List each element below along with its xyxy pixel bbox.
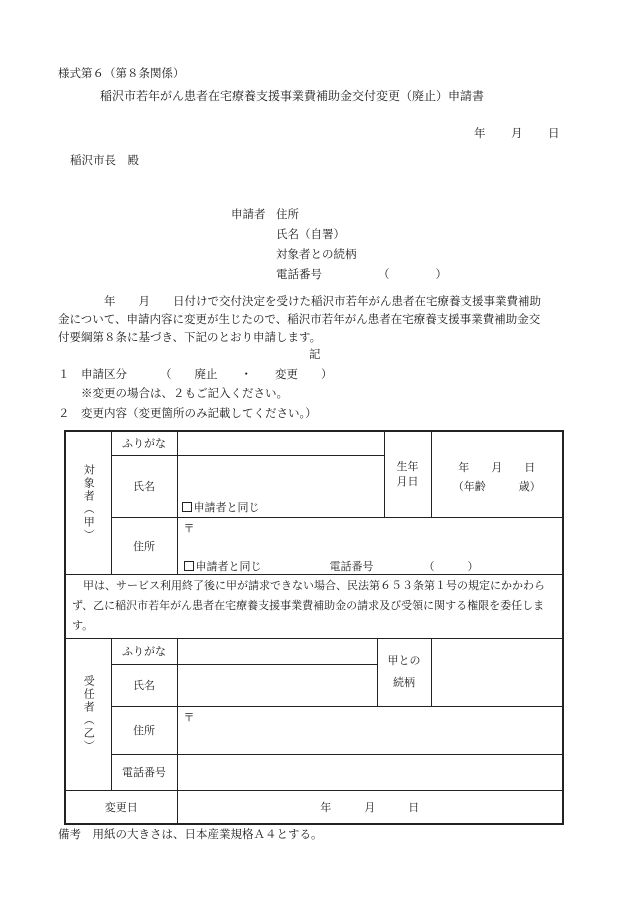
checkbox-icon[interactable] [184,561,194,571]
date-month: 月 [511,126,523,140]
relation-field[interactable] [431,638,563,706]
subject-phone-label: 電話番号 [329,559,374,573]
checkbox-icon[interactable] [182,502,192,512]
change-date-label: 変更日 [65,790,177,824]
change-content-table [64,430,564,825]
item2-number: ２ [58,406,70,420]
item1-label: 申請区分 [81,367,127,381]
applicant-address-label[interactable]: 住所 [276,207,299,221]
addressee: 稲沢市長 殿 [70,153,139,167]
delegate-header-cell [65,638,111,790]
change-date-value: 年 月 日 [320,800,420,814]
subject-address-label: 住所 [111,517,177,574]
applicant-phone-label[interactable]: 電話番号 [276,267,322,281]
applicant-label: 申請者 [231,207,266,221]
birth-label-cell [384,431,431,517]
relation-label-cell [377,638,431,706]
applicant-phone-paren: （ ） [378,267,447,281]
item1-number: １ [58,367,70,381]
subject-address-field[interactable] [177,517,563,574]
date-year: 年 [474,126,486,140]
delegate-name-label: 氏名 [111,664,177,706]
delegate-name-field[interactable] [177,664,377,706]
item2-label: 変更内容（変更箇所のみ記載してください。） [81,406,317,420]
subject-name-label: 氏名 [111,455,177,517]
same-as-applicant-label: 申請者と同じ [193,500,260,514]
ki-heading: 記 [309,347,321,361]
document-title: 稲沢市若年がん患者在宅療養支援事業費補助金交付変更（廃止）申請書 [100,89,485,103]
date-day: 日 [548,126,560,140]
delegate-address-field[interactable] [177,706,563,754]
delegate-furigana-field[interactable] [177,638,377,664]
subject-header-cell [65,431,111,574]
applicant-relation-label[interactable]: 対象者との続柄 [276,247,357,261]
subject-phone-paren: （ ） [423,559,479,573]
delegation-cell: 甲は、サービス利用終了後に甲が請求できない場合、民法第６５３条第１号の規定にかかわらず、乙に稲沢市若年がん患者在宅療養支援事業費補助金の請求及び受領に関する権限を委任します。 [65,574,563,638]
body-paragraph [58,292,590,346]
subject-furigana-field[interactable] [177,431,384,455]
delegate-phone-label: 電話番号 [111,754,177,790]
delegate-furigana-label: ふりがな [111,638,177,664]
delegate-phone-field[interactable] [177,754,563,790]
birth-field[interactable] [431,431,563,517]
subject-furigana-label: ふりがな [111,431,177,455]
postal-mark: 〒 [183,521,195,535]
form-id: 様式第６（第８条関係） [58,66,185,80]
birth-label: 生年月日 [396,460,419,489]
age-text: （年齢 歳） [452,480,541,493]
body-line: 金について、申請内容に変更が生じたので、稲沢市若年がん患者在宅療養支援事業費補助金交 [58,312,541,326]
postal-mark: 〒 [183,710,195,724]
relation-label: 甲との続柄 [387,654,421,689]
body-line: 付要綱第８条に基づき、下記のとおり申請します。 [58,330,322,344]
item1-note: ※変更の場合は、２もご記入ください。 [81,386,288,400]
subject-name-field[interactable] [177,455,384,517]
birth-date: 年 月 日 [458,461,536,474]
remark: 備考 用紙の大きさは、日本産業規格Ａ４とする。 [58,827,323,841]
item1-options[interactable]: （ 廃止 ・ 変更 ） [160,367,333,381]
delegate-header: 受任者（乙） [82,675,96,753]
delegate-address-label: 住所 [111,706,177,754]
body-line: 年 月 日付けで交付決定を受けた稲沢市若年がん患者在宅療養支援事業費補助 [58,294,541,308]
subject-header: 対象者（甲） [82,463,96,542]
applicant-name-label[interactable]: 氏名（自署） [276,227,345,241]
change-date-field[interactable] [177,790,563,824]
same-as-applicant-label: 申請者と同じ [195,559,262,573]
